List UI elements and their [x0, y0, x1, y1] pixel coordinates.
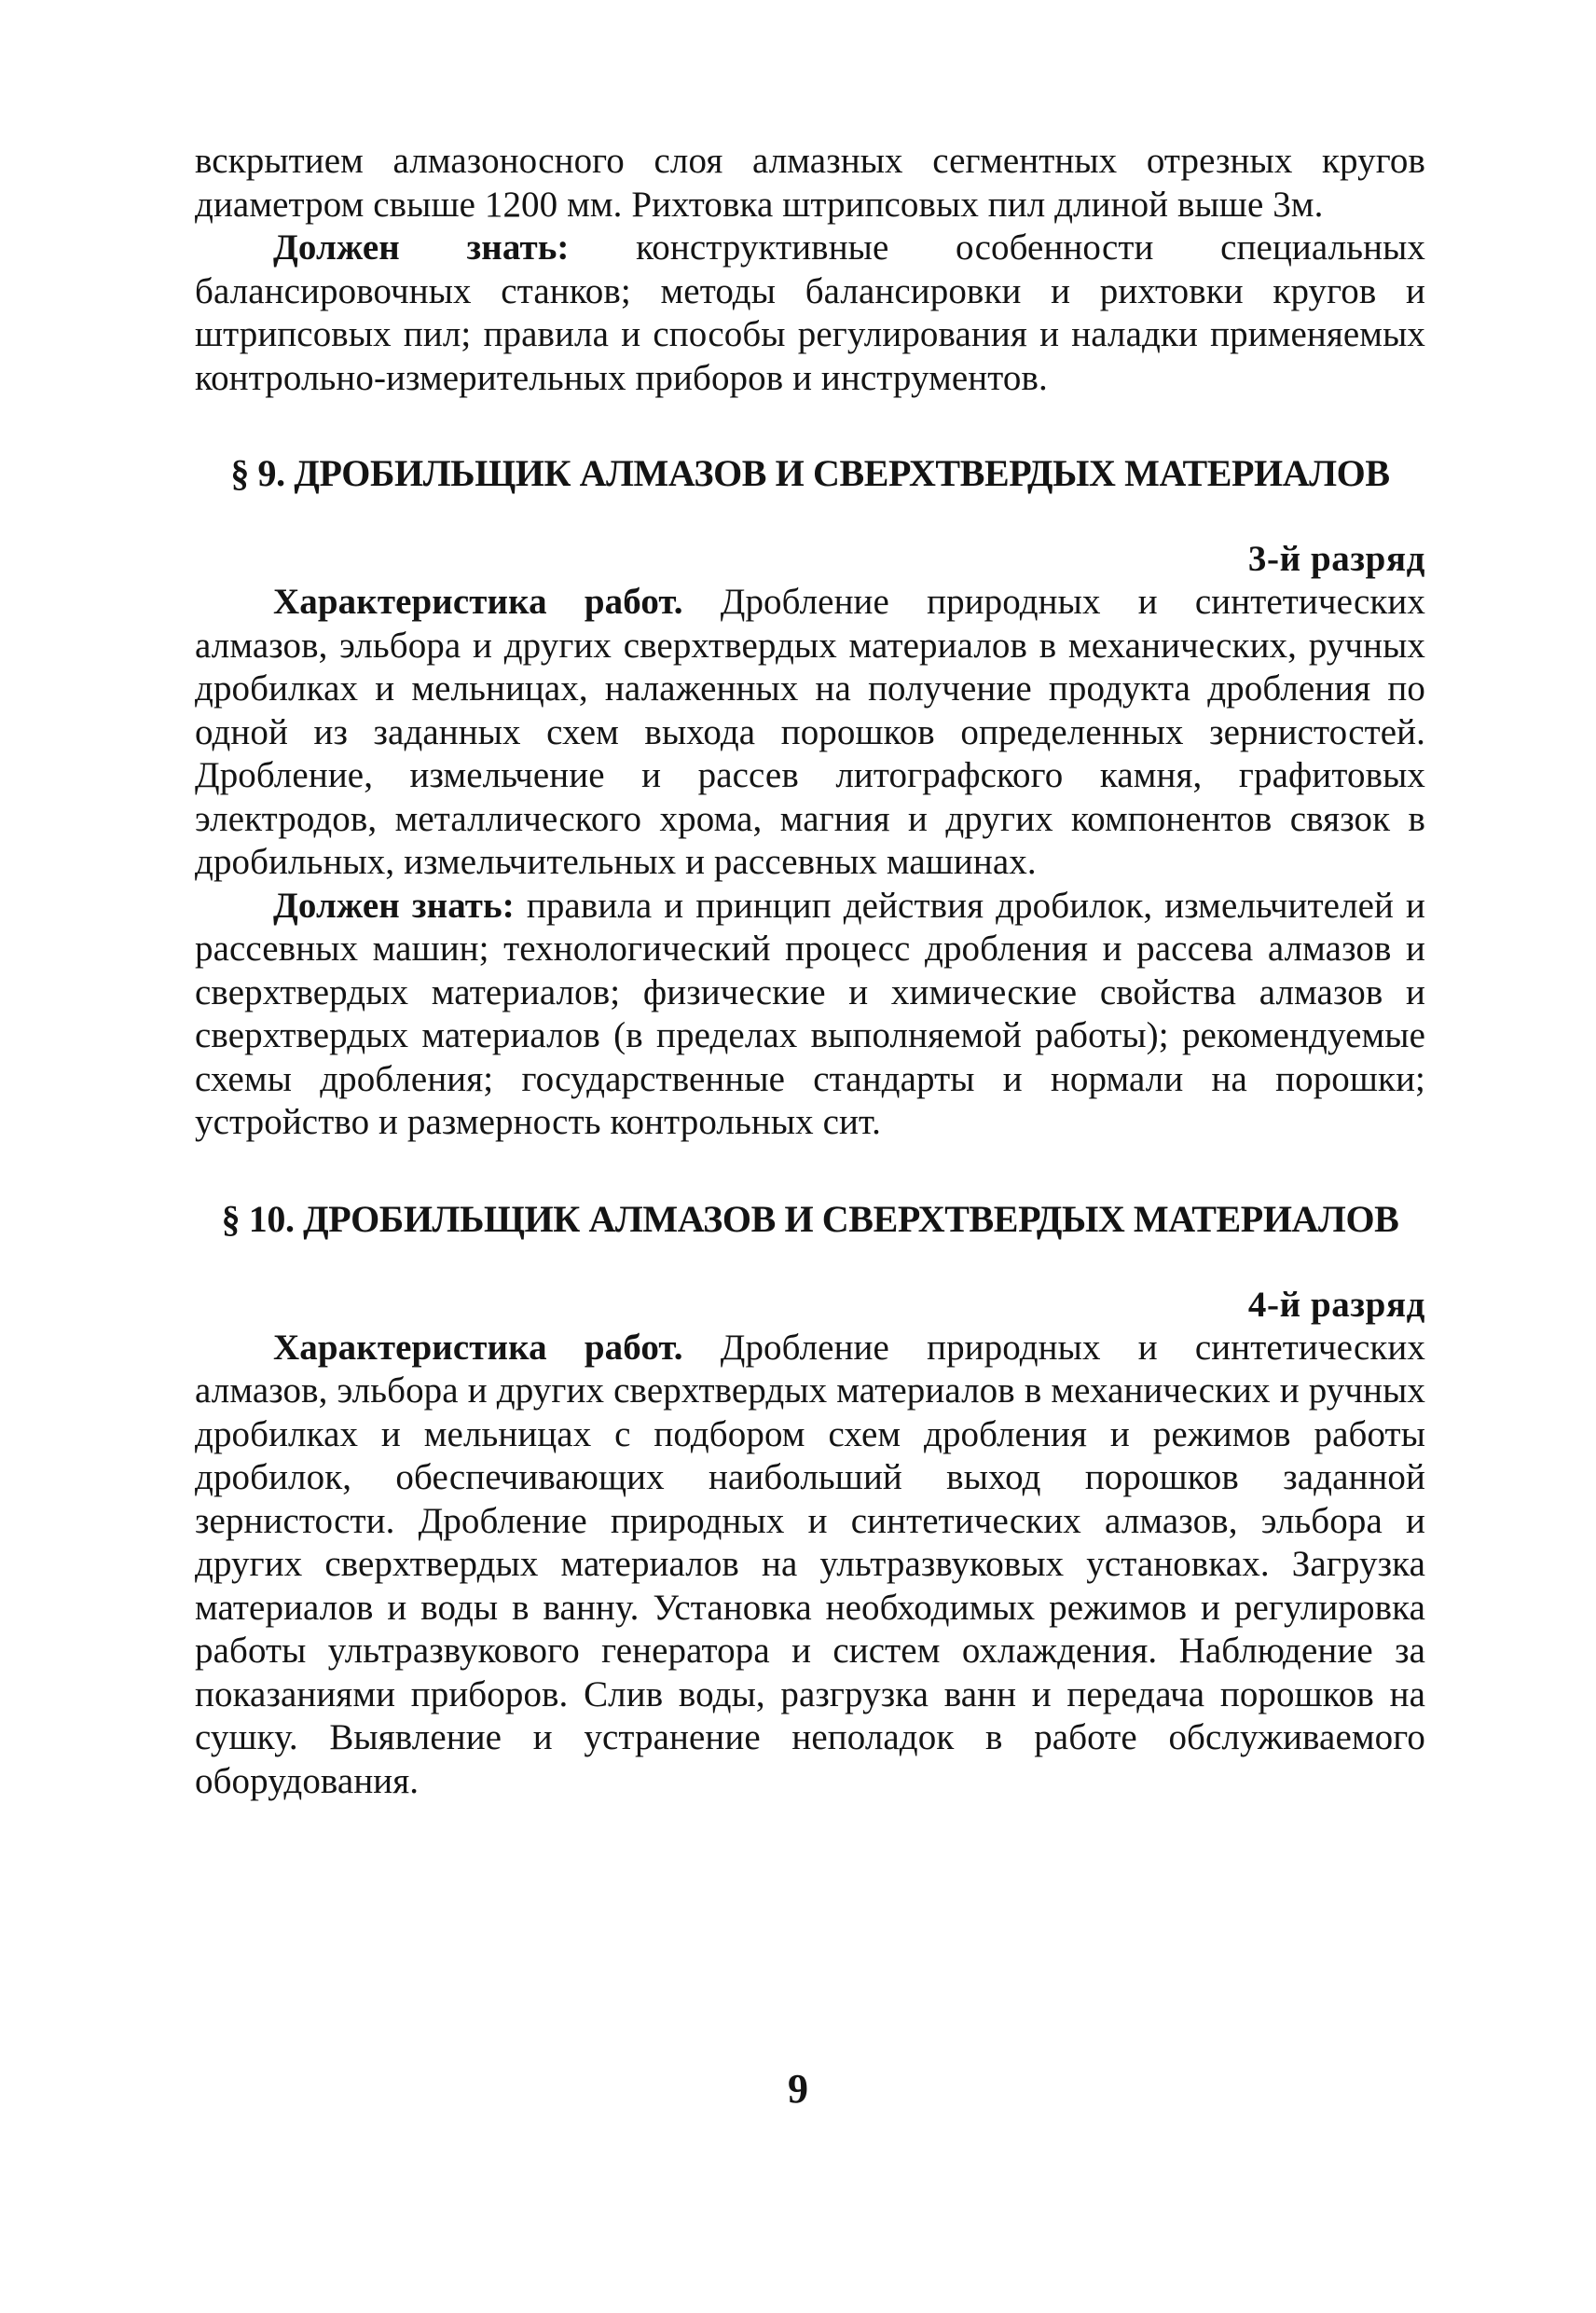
work-text: Дробление природных и синтетических алмазов, эльбора и других сверхтвердых материалов в механических и ручных дробилках и мельницах с подбором схем дробления и режимов работы дробилок, обеспечивающих наибольший выход порошков заданной зернистости. Дробление природных и синтетических алмазов, эльбора и других сверхтвердых материалов на ультразвуковых установках. Загрузка материалов и воды в ванну. Установка необходимых режимов и регулировка работы ультразвукового генератора и систем охлаждения. Наблюдение за показаниями приборов. Слив воды, разгрузка ванн и передача порошков на сушку. Выявление и устранение неполадок в работе обслуживаемого оборудования.	[195, 1327, 1425, 1801]
grade-label: 4-й разряд	[1247, 1284, 1425, 1325]
intro-must-know-paragraph	[195, 227, 1425, 400]
work-label: Характеристика работ.	[273, 582, 683, 622]
must-know-paragraph	[195, 885, 1425, 1145]
work-characteristics-paragraph	[195, 1327, 1425, 1804]
must-know-text: конструктивные особенности специальных балансировочных станков; методы балансировки и рихтовки кругов и штрипсовых пил; правила и способы регулирования и наладки применяемых контрольно-измерительных приборов и инструментов.	[195, 227, 1425, 398]
must-know-text: правила и принцип действия дробилок, измельчителей и рассевных машин; технологический процесс дробления и рассева алмазов и сверхтвердых материалов; физические и химические свойства алмазов и сверхтвердых материалов (в пределах выполняемой работы); рекомендуемые схемы дробления; государственные стандарты и нормали на порошки; устройство и размерность контрольных сит.	[195, 885, 1425, 1142]
page-content	[195, 140, 1425, 1803]
work-label: Характеристика работ.	[273, 1327, 683, 1368]
work-text: Дробление природных и синтетических алмазов, эльбора и других сверхтвердых материалов в механических, ручных дробилках и мельницах, налаженных на получение продукта дробления по одной из заданных схем выхода порошков определенных зернистостей. Дробление, измельчение и рассев литографского камня, графитовых электродов, металлического хрома, магния и других компонентов связок в дробильных, измельчительных и рассевных машинах.	[195, 582, 1425, 882]
must-know-label: Должен знать:	[273, 227, 570, 268]
section-heading: § 9. ДРОБИЛЬЩИК АЛМАЗОВ И СВЕРХТВЕРДЫХ МАТЕРИАЛОВ	[230, 452, 1390, 494]
must-know-label: Должен знать:	[273, 885, 515, 926]
page-number: 9	[788, 2066, 808, 2112]
grade-label: 3-й разряд	[1247, 539, 1425, 579]
section-heading: § 10. ДРОБИЛЬЩИК АЛМАЗОВ И СВЕРХТВЕРДЫХ МАТЕРИАЛОВ	[221, 1197, 1399, 1240]
intro-paragraph: вскрытием алмазоносного слоя алмазных сегментных отрезных кругов диаметром свыше 1200 мм. Рихтовка штрипсовых пил длиной выше 3м.	[195, 141, 1425, 225]
work-characteristics-paragraph	[195, 581, 1425, 885]
